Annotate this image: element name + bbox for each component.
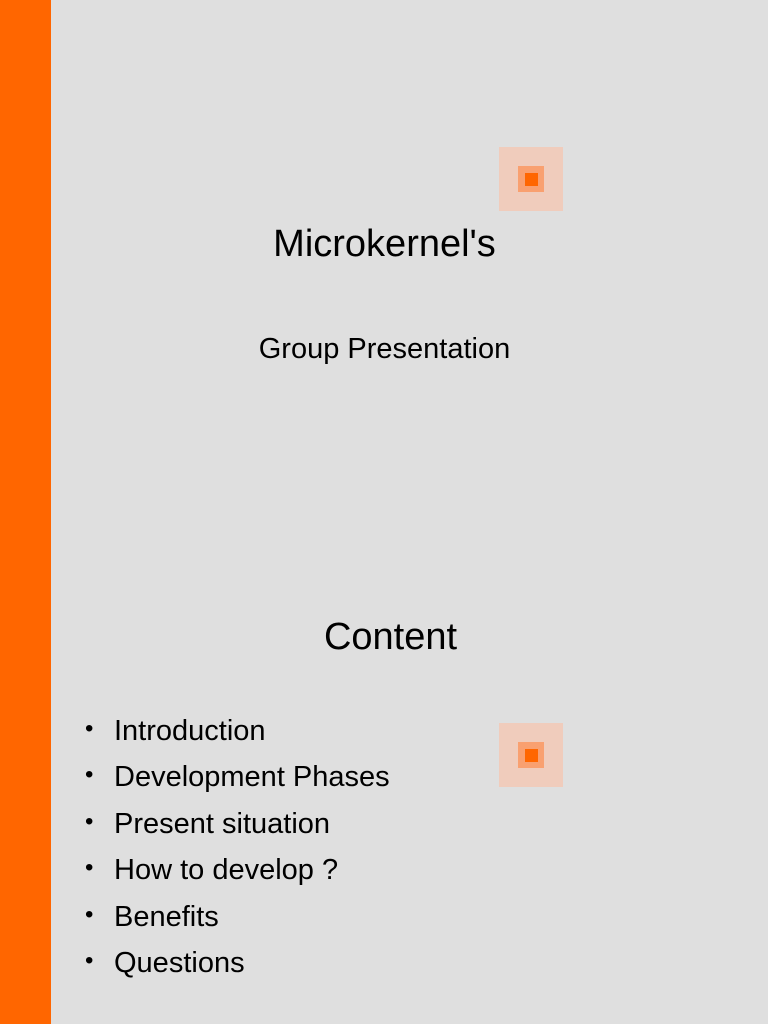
list-item-text: Introduction bbox=[114, 715, 266, 747]
bullet-icon: • bbox=[85, 854, 94, 882]
list-item bbox=[85, 807, 390, 856]
bullet-list bbox=[85, 717, 390, 995]
list-item bbox=[85, 856, 390, 902]
list-item-text: Development Phases bbox=[114, 761, 390, 794]
list-item bbox=[85, 763, 390, 809]
list-item bbox=[85, 717, 390, 763]
bullet-icon: • bbox=[85, 807, 94, 835]
slide-title: Microkernel's bbox=[273, 223, 496, 265]
list-item bbox=[85, 946, 390, 995]
slide-title: Content bbox=[323, 616, 458, 658]
list-item-text: How to develop ? bbox=[114, 854, 339, 887]
title-slide bbox=[51, 0, 768, 575]
bullet-icon: • bbox=[85, 715, 94, 742]
bullet-icon: • bbox=[85, 900, 94, 928]
list-item-text: Benefits bbox=[114, 900, 219, 933]
accent-sidebar-bar bbox=[0, 0, 51, 1024]
square-ornament-icon bbox=[499, 723, 563, 787]
list-item-text: Questions bbox=[114, 946, 245, 979]
content-slide bbox=[51, 575, 768, 1024]
list-item bbox=[85, 900, 390, 949]
square-ornament-icon bbox=[499, 147, 563, 211]
bullet-icon: • bbox=[85, 946, 94, 974]
bullet-icon: • bbox=[85, 761, 94, 789]
slide-subtitle: Group Presentation bbox=[258, 333, 511, 365]
list-item-text: Present situation bbox=[114, 807, 331, 840]
